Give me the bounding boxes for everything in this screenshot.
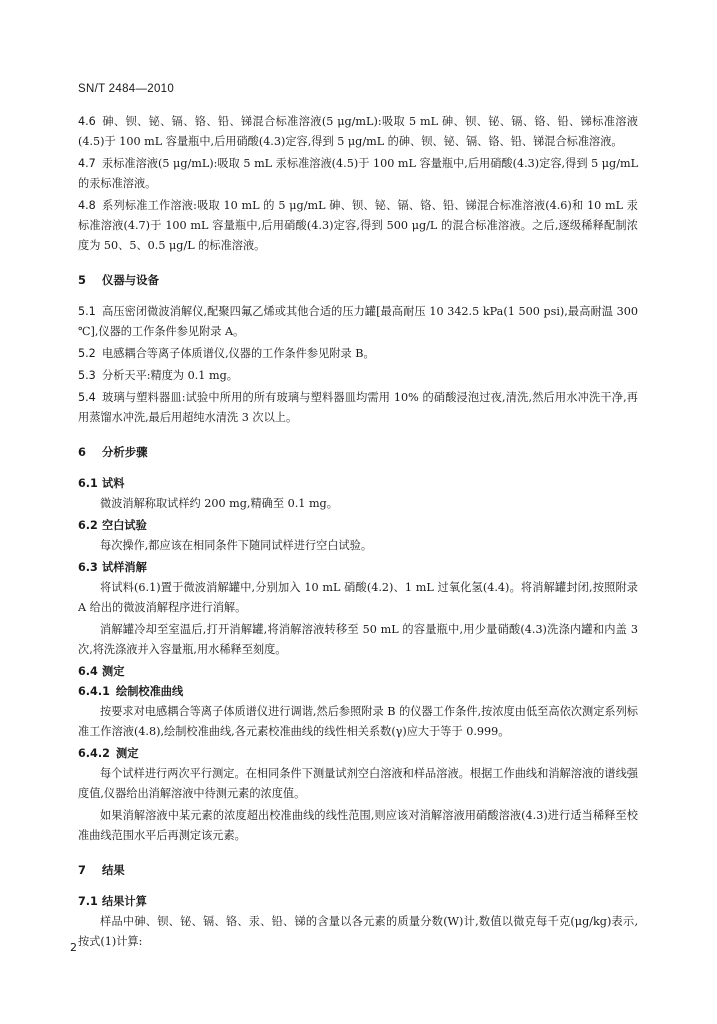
clause-number: 5.2: [78, 347, 96, 360]
subsection-6-4-2-heading: [78, 744, 638, 764]
section-title: 仪器与设备: [102, 273, 159, 287]
subsection-title: 结果计算: [102, 895, 147, 908]
clause-number: 5.1: [78, 305, 96, 318]
subsection-number: 6.2: [78, 519, 98, 532]
subsection-6-3-heading: [78, 558, 638, 578]
subsection-6-3-text-1: 将试料(6.1)置于微波消解罐中,分别加入 10 mL 硝酸(4.2)、1 mL 过氧化氢(4.4)。将消解罐封闭,按照附录 A 给出的微波消解程序进行消解。: [78, 581, 638, 614]
page-number: 2: [70, 941, 77, 954]
subsection-number: 7.1: [78, 895, 98, 908]
subsection-title: 绘制校准曲线: [116, 685, 184, 698]
subsection-7-1-heading: [78, 892, 638, 912]
section-number: 7: [78, 863, 86, 877]
subsection-title: 测定: [102, 665, 125, 678]
clause-5-1: [78, 302, 638, 342]
subsection-6-4-1-text: 按要求对电感耦合等离子体质谱仪进行调谐,然后参照附录 B 的仪器工作条件,按浓度由低至高依次测定系列标准工作溶液(4.8),绘制校准曲线,各元素校准曲线的线性相关系数(γ)应大于等于 0.999。: [78, 705, 638, 738]
subsection-6-4-2-text-1: 每个试样进行两次平行测定。在相同条件下测量试剂空白溶液和样品溶液。根据工作曲线和消解溶液的谱线强度值,仪器给出消解溶液中待测元素的浓度值。: [78, 767, 638, 800]
section-7-heading: [78, 860, 638, 880]
clause-number: 5.4: [78, 391, 96, 404]
clause-number: 4.8: [78, 199, 96, 212]
subsection-6-1-heading: [78, 474, 638, 494]
subsection-title: 测定: [116, 747, 139, 760]
section-title: 结果: [102, 863, 125, 877]
subsection-number: 6.3: [78, 561, 98, 574]
clause-5-3: [78, 366, 638, 386]
subsection-6-2-text: 每次操作,都应该在相同条件下随同试样进行空白试验。: [100, 539, 373, 552]
clause-5-4: [78, 388, 638, 428]
clause-4-8: [78, 196, 638, 256]
subsection-6-1-text: 微波消解称取试样约 200 mg,精确至 0.1 mg。: [100, 497, 338, 510]
clause-5-2: [78, 344, 638, 364]
subsection-title: 试料: [102, 477, 125, 490]
subsection-title: 试样消解: [102, 561, 147, 574]
clause-text: 汞标准溶液(5 μg/mL):吸取 5 mL 汞标准溶液(4.5)于 100 mL 容量瓶中,后用硝酸(4.3)定容,得到 5 μg/mL 的汞标准溶液。: [78, 157, 638, 190]
subsection-number: 6.1: [78, 477, 98, 490]
subsection-6-3-text-2: 消解罐冷却至室温后,打开消解罐,将消解溶液转移至 50 mL 的容量瓶中,用少量硝酸(4.3)洗涤内罐和内盖 3 次,将洗涤液并入容量瓶,用水稀释至刻度。: [78, 623, 638, 656]
subsection-number: 6.4.2: [78, 747, 110, 760]
clause-text: 砷、钡、铋、镉、铬、铅、锑混合标准溶液(5 μg/mL):吸取 5 mL 砷、钡、铋、镉、铬、铅、锑标准溶液(4.5)于 100 mL 容量瓶中,后用硝酸(4.3)定容,得到 5 μg/mL 的砷、钡、铋、镉、铬、铅、锑混合标准溶液。: [78, 115, 638, 148]
clause-text: 电感耦合等离子体质谱仪,仪器的工作条件参见附录 B。: [102, 347, 375, 360]
clause-4-7: [78, 154, 638, 194]
subsection-number: 6.4: [78, 665, 98, 678]
clause-text: 玻璃与塑料器皿:试验中所用的所有玻璃与塑料器皿均需用 10% 的硝酸浸泡过夜,清洗,然后用水冲洗干净,再用蒸馏水冲洗,最后用超纯水清洗 3 次以上。: [78, 391, 638, 424]
section-title: 分析步骤: [102, 445, 148, 459]
subsection-number: 6.4.1: [78, 685, 110, 698]
standard-code-header: SN/T 2484—2010: [78, 83, 175, 95]
clause-number: 4.6: [78, 115, 96, 128]
clause-text: 高压密闭微波消解仪,配聚四氟乙烯或其他合适的压力罐[最高耐压 10 342.5 kPa(1 500 psi),最高耐温 300 ℃],仪器的工作条件参见附录 A。: [78, 305, 638, 338]
section-6-heading: [78, 442, 638, 462]
clause-number: 5.3: [78, 369, 96, 382]
subsection-6-4-2-text-2: 如果消解溶液中某元素的浓度超出校准曲线的线性范围,则应该对消解溶液用硝酸溶液(4.3)进行适当稀释至校准曲线范围水平后再测定该元素。: [78, 809, 638, 842]
subsection-6-4-heading: [78, 662, 638, 682]
clause-text: 系列标准工作溶液:吸取 10 mL 的 5 μg/mL 砷、钡、铋、镉、铬、铅、锑混合标准溶液(4.6)和 10 mL 汞标准溶液(4.7)于 100 mL 容量瓶中,后用硝酸(4.3)定容,得到 500 μg/L 的混合标准溶液。之后,逐级稀释配制浓度为 50、5、0.5 μg/L 的标准溶液。: [78, 199, 638, 252]
clause-number: 4.7: [78, 157, 96, 170]
clause-4-6: [78, 112, 638, 152]
document-body: [78, 112, 638, 954]
subsection-6-2-heading: [78, 516, 638, 536]
subsection-title: 空白试验: [102, 519, 147, 532]
section-number: 5: [78, 273, 86, 287]
clause-text: 分析天平:精度为 0.1 mg。: [102, 369, 238, 382]
section-number: 6: [78, 445, 86, 459]
section-5-heading: [78, 270, 638, 290]
subsection-7-1-text: 样品中砷、钡、铋、镉、铬、汞、铅、锑的含量以各元素的质量分数(W)计,数值以微克每千克(μg/kg)表示,按式(1)计算:: [78, 915, 638, 948]
subsection-6-4-1-heading: [78, 682, 638, 702]
